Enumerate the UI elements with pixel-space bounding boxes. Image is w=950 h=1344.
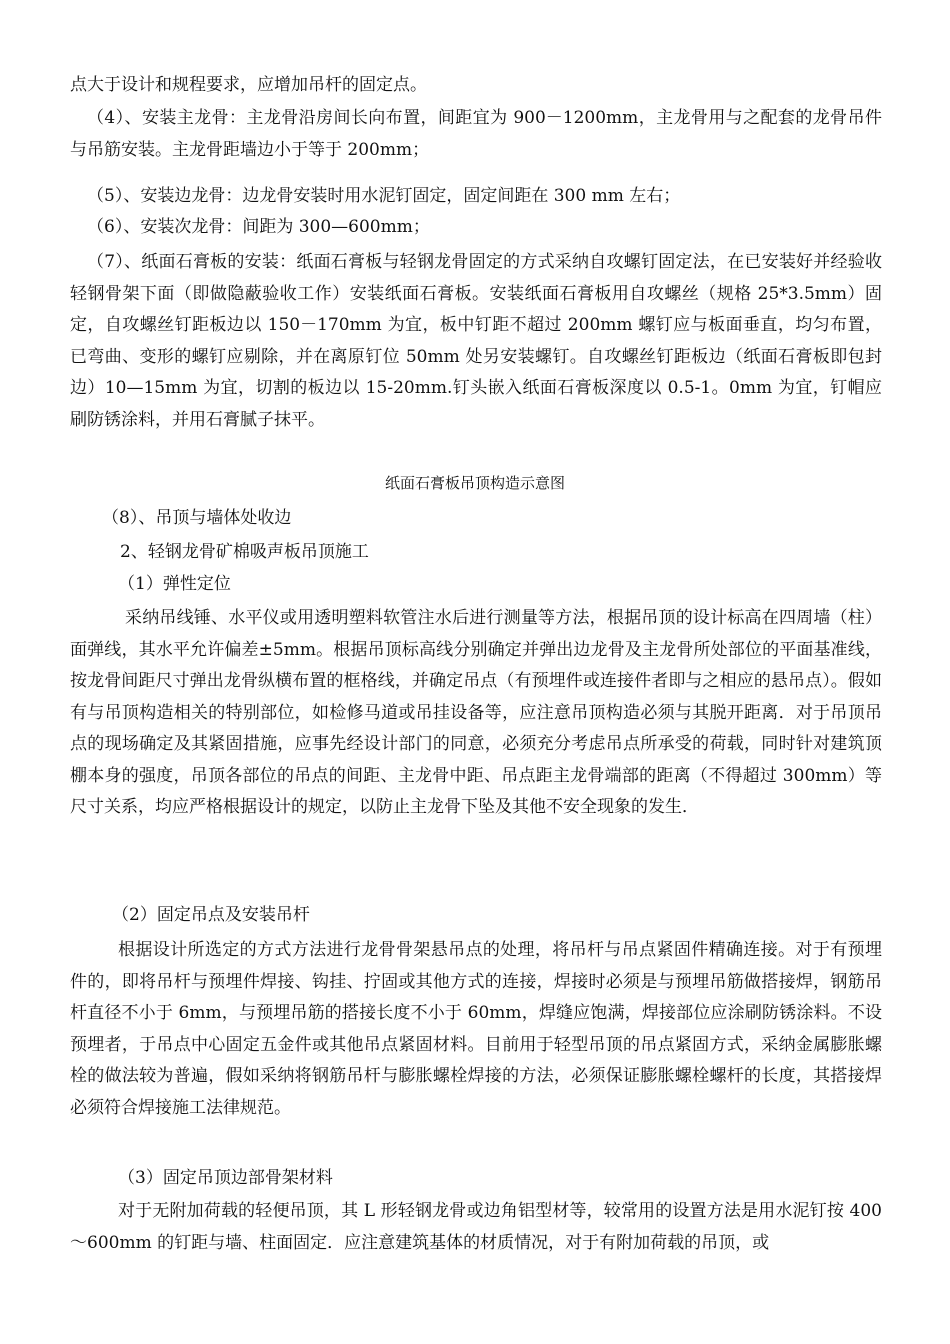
section-2-heading: 2、轻钢龙骨矿棉吸声板吊顶施工: [120, 542, 369, 562]
item-8-edge-trim: （8）、吊顶与墙体处收边: [102, 508, 292, 528]
item-4-install-main-keel: （4）、安装主龙骨：主龙骨沿房间长向布置，间距宜为 900－1200mm，主龙骨用与之配套的龙骨吊件与吊筋安装。主龙骨距墙边小于等于 200mm；: [70, 108, 882, 160]
subsection-1-body: 采纳吊线锤、水平仪或用透明塑料软管注水后进行测量等方法，根据吊顶的设计标高在四周墙（柱）面弹线，其水平允许偏差±5mm。根据吊顶标高线分别确定并弹出边龙骨及主龙骨所处部位的平面基准线，按龙骨间距尺寸弹出龙骨纵横布置的框格线，并确定吊点（有预埋件或连接件者即与之相应的悬吊点）。假如有与吊顶构造相关的特别部位，如检修马道或吊挂设备等，应注意吊顶构造必须与其脱开距离．对于吊顶吊点的现场确定及其紧固措施，应事先经设计部门的同意，必须充分考虑吊点所承受的荷载，同时针对建筑顶棚本身的强度，吊顶各部位的吊点的间距、主龙骨中距、吊点距主龙骨端部的距离（不得超过 300mm）等尺寸关系，均应严格根据设计的规定，以防止主龙骨下坠及其他不安全现象的发生．: [70, 608, 882, 817]
figure-caption: 纸面石膏板吊顶构造示意图: [384, 474, 565, 492]
paragraph-continuation: 点大于设计和规程要求，应增加吊杆的固定点。: [70, 75, 427, 95]
item-5-install-edge-keel: （5）、安装边龙骨：边龙骨安装时用水泥钉固定，固定间距在 300 mm 左右；: [87, 186, 681, 206]
subsection-2-title: （2）固定吊点及安装吊杆: [112, 905, 310, 925]
subsection-3-body: 对于无附加荷载的轻便吊顶，其 L 形轻钢龙骨或边角铝型材等，较常用的设置方法是用水泥钉按 400～600mm 的钉距与墙、柱面固定．应注意建筑基体的材质情况，对于有附加荷载的吊顶，或: [70, 1201, 882, 1253]
item-7-gypsum-board-install: （7）、纸面石膏板的安装：纸面石膏板与轻钢龙骨固定的方式采纳自攻螺钉固定法，在已安装好并经验收轻钢骨架下面（即做隐蔽验收工作）安装纸面石膏板。安装纸面石膏板用自攻螺丝（规格 25*3.5mm）固定，自攻螺丝钉距板边以 150－170mm 为宜，板中钉距不超过 200mm 螺钉应与板面垂直，均匀布置，已弯曲、变形的螺钉应剔除，并在离原钉位 50mm 处另安装螺钉。自攻螺丝钉距板边（纸面石膏板即包封边）10—15mm 为宜，切割的板边以 15-20mm.钉头嵌入纸面石膏板深度以 0.5-1。0mm 为宜，钉帽应刷防锈涂料，并用石膏腻子抹平。: [70, 252, 882, 430]
subsection-1-title: （1）弹性定位: [118, 574, 231, 594]
subsection-2-body: 根据设计所选定的方式方法进行龙骨骨架悬吊点的处理，将吊杆与吊点紧固件精确连接。对于有预埋件的，即将吊杆与预埋件焊接、钩挂、拧固或其他方式的连接，焊接时必须是与预埋吊筋做搭接焊，钢筋吊杆直径不小于 6mm，与预埋吊筋的搭接长度不小于 60mm，焊缝应饱满，焊接部位应涂刷防锈涂料。不设预埋者，于吊点中心固定五金件或其他吊点紧固材料。目前用于轻型吊顶的吊点紧固方式，采纳金属膨胀螺栓的做法较为普遍，假如采纳将钢筋吊杆与膨胀螺栓焊接的方法，必须保证膨胀螺栓螺杆的长度，其搭接焊必须符合焊接施工法律规范。: [70, 940, 882, 1118]
item-6-install-secondary-keel: （6）、安装次龙骨：间距为 300—600mm；: [87, 217, 430, 237]
subsection-3-title: （3）固定吊顶边部骨架材料: [118, 1168, 333, 1188]
